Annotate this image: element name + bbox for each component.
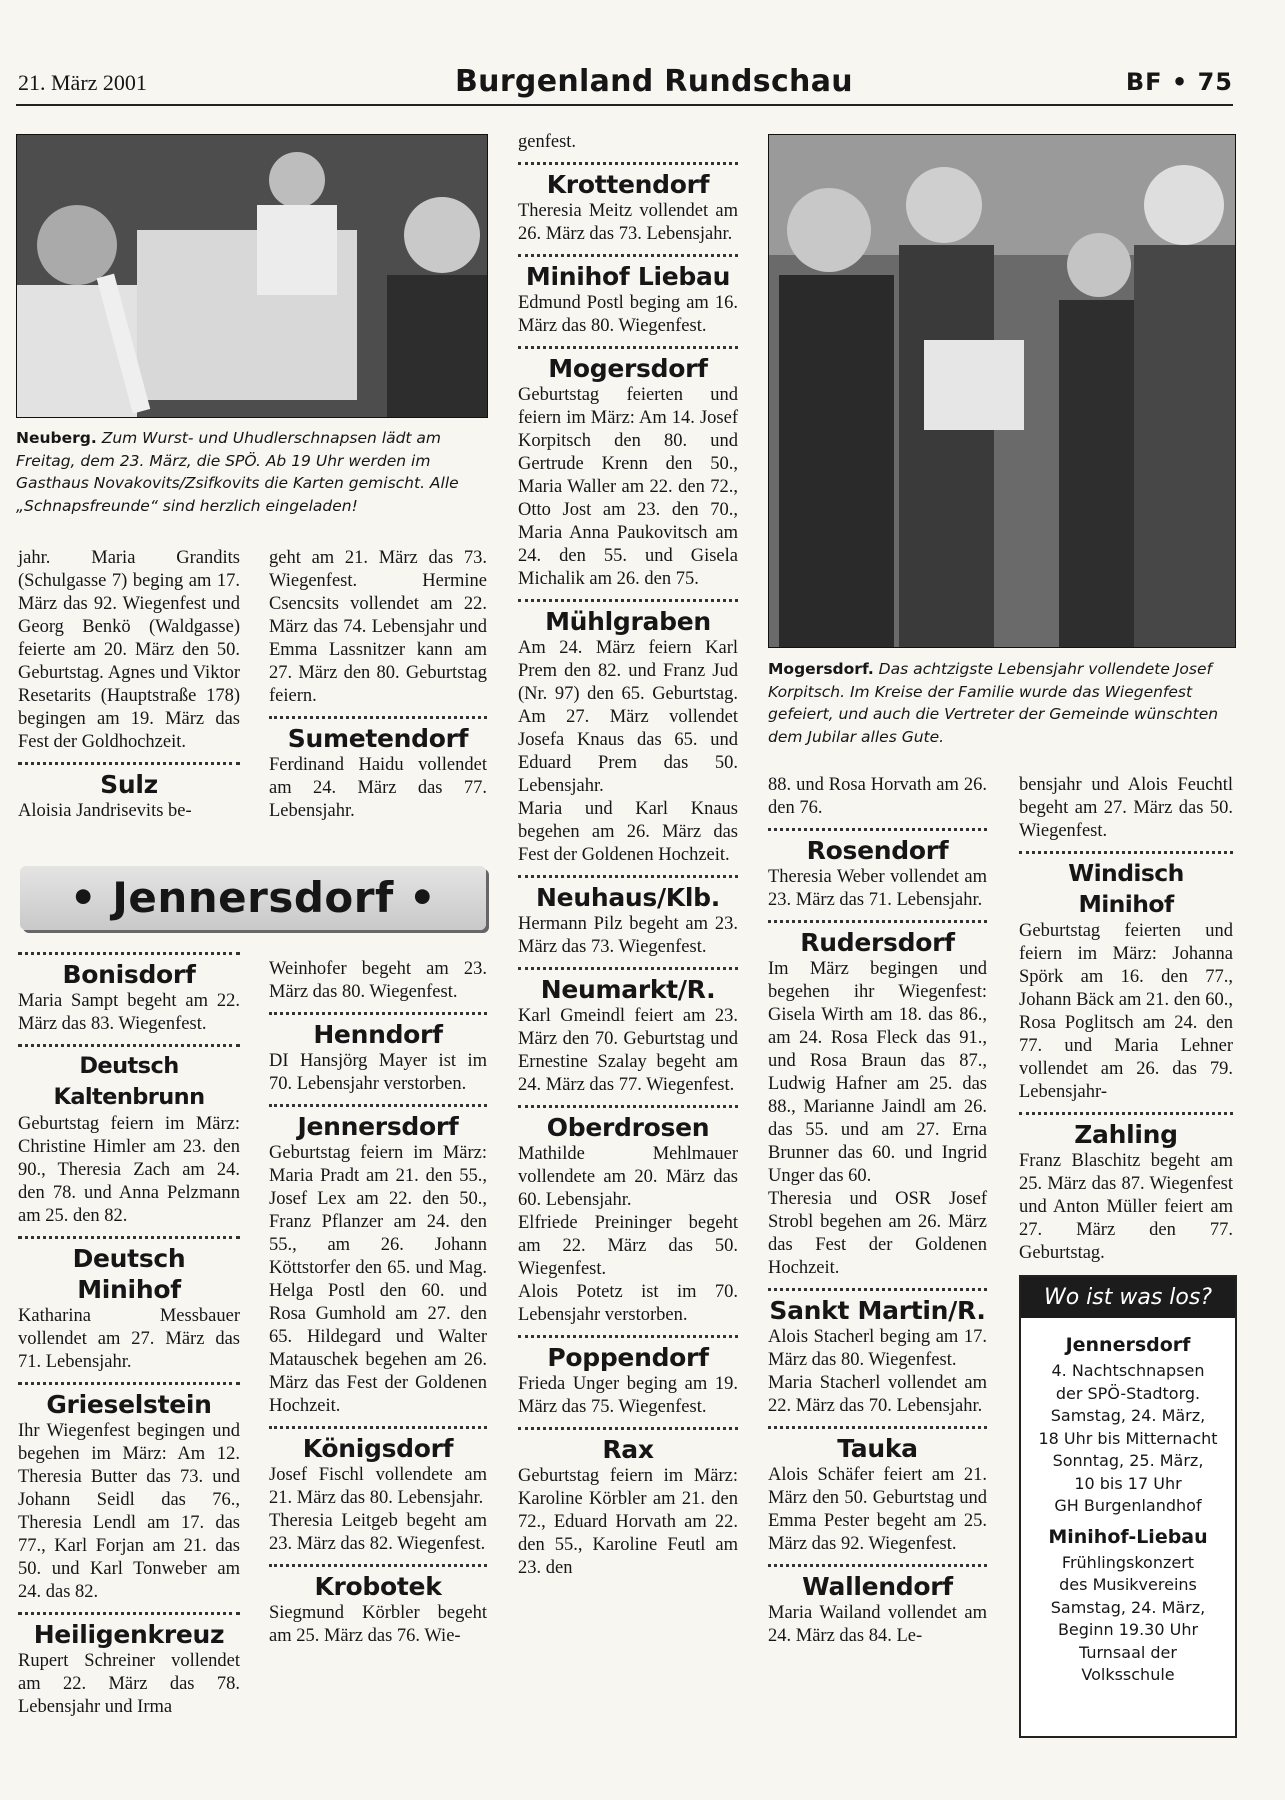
caption-place: Mogersdorf.: [768, 660, 874, 678]
separator: [18, 1044, 240, 1047]
article-text: Aloisia Jandrisevits be-: [18, 801, 192, 821]
article-text: Maria und Karl Knaus begehen am 26. März das Fest der Goldenen Hochzeit.: [518, 799, 738, 865]
event-line: 18 Uhr bis Mitternacht: [1038, 1428, 1218, 1448]
section-heading: Bonisdorf: [62, 960, 196, 989]
section-heading: Sankt Martin/R.: [769, 1296, 986, 1325]
event-line: Samstag, 24. März,: [1050, 1406, 1206, 1425]
caption-text: Zum Wurst- und Uhudlerschnapsen lädt am Freitag, dem 23. März, die SPÖ. Ab 19 Uhr werden im Gasthaus Novakovits/Zsifkovits die Karten gemischt. Alle „Schnapsfreunde“ sind herzlich eingeladen!: [16, 429, 459, 515]
photo1-caption: [16, 427, 486, 517]
events-box-body: [1021, 1318, 1235, 1695]
article-text: Katharina Messbauer vollendet am 27. März das 71. Lebensjahr.: [18, 1306, 240, 1372]
article-text: Siegmund Körbler begeht am 25. März das 76. Wie-: [269, 1603, 487, 1646]
article-text: Maria Stacherl vollendet am 22. März das 70. Lebensjahr.: [768, 1373, 987, 1416]
article-text: Josef Fischl vollendete am 21. März das 80. Lebensjahr.: [269, 1465, 487, 1508]
section-heading: Poppendorf: [547, 1343, 709, 1372]
event-line: 10 bis 17 Uhr: [1074, 1473, 1182, 1493]
column-c: [518, 131, 738, 1580]
separator: [518, 875, 738, 878]
article-text: 88. und Rosa Horvath am 26. den 76.: [768, 775, 987, 818]
separator: [518, 599, 738, 602]
article-text: Karl Gmeindl feiert am 23. März den 70. Geburtstag und Ernestine Szalay begeht am 24. März das 77. Wiegenfest.: [518, 1006, 738, 1095]
article-text: Geburtstag feierten und feiern im März: Am 14. Josef Korpitsch den 80. und Gertrude Krenn den 50., Maria Waller am 22. den 72., Otto Jost am 23. den 70., Maria Anna Paukovitsch am 24. den 55. und Gisela Michalik am 26. den 75.: [518, 385, 738, 589]
separator: [518, 162, 738, 165]
section-heading: Tauka: [837, 1434, 918, 1463]
section-heading: Rax: [602, 1435, 654, 1464]
article-text: Ferdinand Haidu vollendet am 24. März das 77. Lebensjahr.: [269, 755, 487, 821]
section-heading: Henndorf: [313, 1020, 443, 1049]
separator: [1019, 1112, 1233, 1115]
event-place: Minihof-Liebau: [1048, 1525, 1208, 1548]
separator: [18, 1612, 240, 1615]
separator: [18, 762, 240, 765]
article-text: Alois Potetz ist im 70. Lebensjahr verstorben.: [518, 1282, 738, 1325]
district-banner: • Jennersdorf •: [20, 866, 486, 930]
events-box-title: Wo ist was los?: [1021, 1277, 1235, 1318]
article-text: geht am 21. März das 73. Wiegenfest. Hermine Csencsits vollendet am 22. März das 74. Lebensjahr und Emma Lassnitzer kann am 27. März den 80. Geburtstag feiern.: [269, 548, 487, 706]
separator: [768, 1564, 987, 1567]
separator: [18, 1236, 240, 1239]
separator: [768, 1288, 987, 1291]
section-heading: Oberdrosen: [546, 1113, 710, 1142]
header-rule: [16, 104, 1233, 106]
separator: [269, 1104, 487, 1107]
separator: [1019, 851, 1233, 854]
newspaper-title: Burgenland Rundschau: [455, 64, 853, 99]
separator: [18, 952, 240, 955]
section-heading: Sulz: [100, 770, 158, 799]
article-text: Hermann Pilz begeht am 23. März das 73. Wiegenfest.: [518, 914, 738, 957]
caption-place: Neuberg.: [16, 429, 97, 447]
event-line: 4. Nachtschnapsen: [1051, 1361, 1205, 1380]
separator: [269, 1426, 487, 1429]
separator: [768, 828, 987, 831]
column-a: [18, 944, 240, 1719]
article-text: Frieda Unger beging am 19. März das 75. Wiegenfest.: [518, 1374, 738, 1417]
article-text: Rupert Schreiner vollendet am 22. März das 78. Lebensjahr und Irma: [18, 1651, 240, 1717]
section-heading: Minihof Liebau: [525, 262, 731, 291]
event-place: Jennersdorf: [1065, 1334, 1191, 1356]
separator: [518, 1105, 738, 1108]
event-line: Turnsaal der: [1079, 1642, 1177, 1662]
section-heading: Rudersdorf: [800, 928, 955, 957]
event-line: GH Burgenlandhof: [1054, 1496, 1202, 1515]
article-text: Maria Sampt begeht am 22. März das 83. Wiegenfest.: [18, 991, 240, 1034]
article-text: jahr. Maria Grandits (Schulgasse 7) beging am 17. März das 92. Wiegenfest und Georg Benkö (Waldgasse) feierte am 20. März den 50. Geburtstag. Agnes und Viktor Resetarits (Hauptstraße 178) begingen am 19. März das Fest der Goldhochzeit.: [18, 548, 240, 752]
photo2-caption: [768, 658, 1234, 748]
article-text: Weinhofer begeht am 23. März das 80. Wiegenfest.: [269, 959, 487, 1002]
events-box: [1019, 1275, 1237, 1738]
separator: [518, 1427, 738, 1430]
event-line: Samstag, 24. März,: [1050, 1597, 1206, 1617]
separator: [518, 1335, 738, 1338]
article-text: Geburtstag feiern im März: Maria Pradt am 21. den 55., Josef Lex am 22. den 50., Franz Pflanzer am 24. den 55., am 26. Johann Köttstorfer den 65. und Mag. Helga Postl den 60. und Rosa Gumhold am 27. den 65. Hildegard und Walter Matauschek begehen am 26. März das Fest der Goldenen Hochzeit.: [269, 1143, 487, 1416]
section-heading: Krottendorf: [546, 170, 710, 199]
section-heading: Krobotek: [314, 1572, 442, 1601]
separator: [768, 1426, 987, 1429]
separator: [269, 1564, 487, 1567]
column-d: [768, 774, 987, 1648]
event-line: der SPÖ-Stadtorg.: [1055, 1383, 1201, 1403]
page-number: BF • 75: [1125, 68, 1233, 96]
section-heading: Mühlgraben: [545, 607, 711, 636]
event-line: des Musikvereins: [1059, 1575, 1197, 1594]
article-text: Alois Schäfer feiert am 21. März den 50. Geburtstag und Emma Pester begeht am 25. März das 92. Wiegenfest.: [768, 1465, 987, 1554]
article-text: Edmund Postl beging am 16. März das 80. Wiegenfest.: [518, 293, 738, 336]
separator: [518, 254, 738, 257]
article-text: Theresia und OSR Josef Strobl begehen am 26. März das Fest der Goldenen Hochzeit.: [768, 1189, 987, 1278]
article-text: Geburtstag feiern im März: Karoline Körbler am 21. den 72., Eduard Horvath am 22. den 55., Karoline Feutl am 23. den: [518, 1466, 738, 1578]
section-heading: Deutsch Minihof: [72, 1244, 186, 1304]
event-line: Frühlingskonzert: [1061, 1552, 1195, 1572]
article-text: Im März begingen und begehen ihr Wiegenfest: Gisela Wirth am 18. das 86., am 24. Rosa Fleck das 91., und Rosa Braun das 87., Ludwig Hafner am 25. das 88., Marianne Jaindl am 26. das 55. und am 27. Erna Brunner das 60. und Ingrid Unger das 60.: [768, 959, 987, 1186]
section-heading: Jennersdorf: [297, 1112, 459, 1141]
article-text: DI Hansjörg Mayer ist im 70. Lebensjahr verstorben.: [269, 1051, 487, 1094]
separator: [269, 1012, 487, 1015]
top-column-1: [18, 547, 240, 823]
separator: [269, 716, 487, 719]
event-line: Sonntag, 25. März,: [1052, 1451, 1204, 1470]
article-text: genfest.: [518, 132, 577, 152]
article-text: Alois Stacherl beging am 17. März das 80. Wiegenfest.: [768, 1327, 987, 1370]
article-text: bensjahr und Alois Feuchtl begeht am 27. März das 50. Wiegenfest.: [1019, 775, 1233, 841]
column-b: [269, 958, 487, 1648]
article-text: Geburtstag feierten und feiern im März: Johanna Spörk am 16. den 77., Johann Bäck am 21. den 60., Rosa Poglitsch am 24. den 77. und Maria Lehner vollendet am 26. das 79. Lebensjahr-: [1019, 921, 1233, 1102]
event-line: Beginn 19.30 Uhr: [1057, 1620, 1199, 1639]
article-text: Theresia Meitz vollendet am 26. März das 73. Lebensjahr.: [518, 201, 738, 244]
section-heading: Deutsch Kaltenbrunn: [53, 1053, 205, 1110]
separator: [518, 346, 738, 349]
section-heading: Neuhaus/Klb.: [536, 883, 720, 912]
section-heading: Heiligenkreuz: [33, 1620, 225, 1649]
article-text: Theresia Weber vollendet am 23. März das 71. Lebensjahr.: [768, 867, 987, 910]
article-text: Elfriede Preininger begeht am 22. März das 50. Wiegenfest.: [518, 1213, 738, 1279]
top-column-2: [269, 547, 487, 823]
event-line: Volksschule: [1081, 1665, 1175, 1684]
caption-text: Das achtzigste Lebensjahr vollendete Josef Korpitsch. Im Kreise der Familie wurde das Wiegenfest gefeiert, und auch die Vertreter der Gemeinde wünschten dem Jubilar alles Gute.: [768, 660, 1219, 746]
article-text: Ihr Wiegenfest begingen und begehen im März: Am 12. Theresia Butter das 73. und Johann Seidl das 76., Theresia Lendl am 17. das 77., Karl Forjan am 21. das 50. und Karl Tonweber am 24. das 82.: [18, 1421, 240, 1602]
column-e: [1019, 774, 1233, 1265]
article-text: Franz Blaschitz begeht am 25. März das 87. Wiegenfest und Anton Müller feiert am 27. März den 77. Geburtstag.: [1019, 1151, 1233, 1263]
separator: [18, 1382, 240, 1385]
section-heading: Zahling: [1074, 1120, 1178, 1149]
section-heading: Mogersdorf: [548, 354, 708, 383]
section-heading: Königsdorf: [302, 1434, 454, 1463]
section-heading: Sumetendorf: [287, 724, 469, 753]
issue-date: 21. März 2001: [18, 70, 147, 95]
article-text: Theresia Leitgeb begeht am 23. März das 82. Wiegenfest.: [269, 1511, 487, 1554]
mogersdorf-jubilee-photo: [768, 134, 1236, 648]
section-heading: Rosendorf: [806, 836, 949, 865]
separator: [768, 920, 987, 923]
section-heading: Grieselstein: [46, 1390, 212, 1419]
article-text: Mathilde Mehlmauer vollendete am 20. März das 60. Lebensjahr.: [518, 1144, 738, 1210]
article-text: Geburtstag feiern im März: Christine Himler am 23. den 90., Theresia Zach am 24. den 78. und Anna Pelzmann am 25. den 82.: [18, 1114, 240, 1226]
article-text: Maria Wailand vollendet am 24. März das 84. Le-: [768, 1603, 987, 1646]
neuberg-card-players-photo: [16, 134, 488, 418]
section-heading: Windisch Minihof: [1068, 859, 1184, 918]
section-heading: Wallendorf: [802, 1572, 953, 1601]
section-heading: Neumarkt/R.: [540, 975, 716, 1004]
article-text: Am 24. März feiern Karl Prem den 82. und Franz Jud (Nr. 97) den 65. Geburtstag. Am 27. März vollendet Josefa Knaus das 65. und Eduard Prem das 50. Lebensjahr.: [518, 638, 738, 796]
separator: [518, 967, 738, 970]
